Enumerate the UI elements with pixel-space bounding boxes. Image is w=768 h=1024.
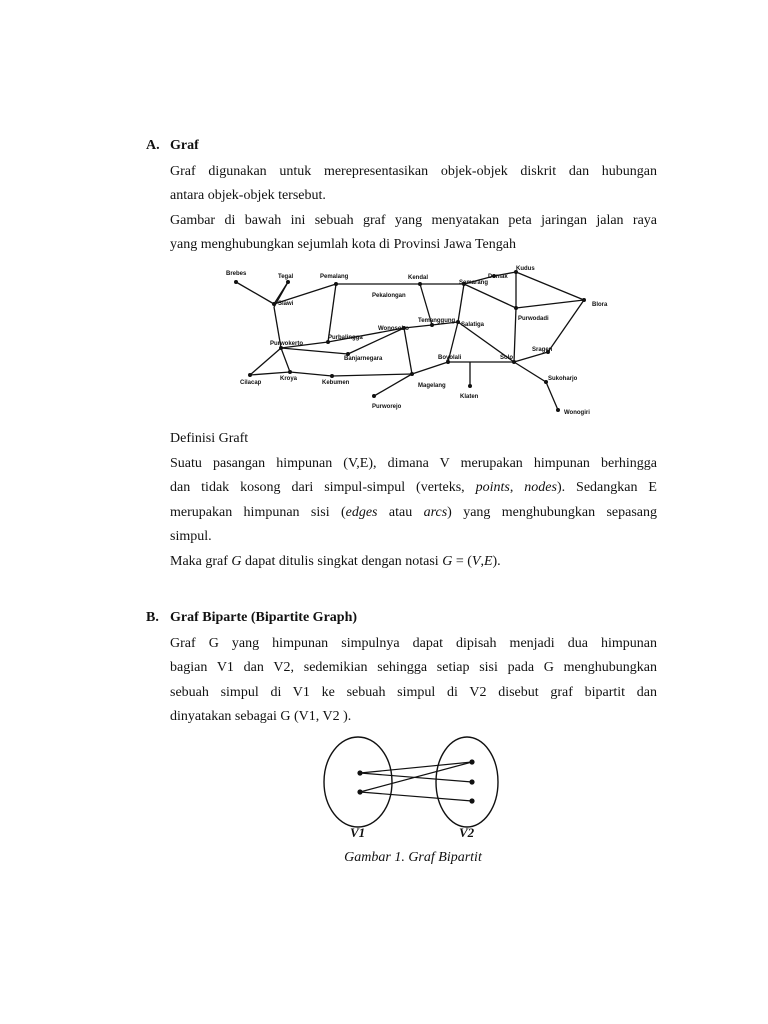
city-label: Sragen: [532, 347, 553, 353]
v1-set-ellipse: [324, 737, 392, 827]
definition-paragraph: [170, 452, 657, 550]
city-label: Brebes: [226, 271, 247, 277]
city-label: Pekalongan: [372, 293, 406, 299]
city-label: Wonosobo: [378, 326, 409, 332]
figure-caption: Gambar 1. Graf Bipartit: [344, 850, 482, 865]
city-label: Purbalingga: [328, 335, 363, 341]
city-label: Temanggung: [418, 318, 456, 324]
city-label: Blora: [592, 302, 608, 308]
section-b-title: Graf Biparte (Bipartite Graph): [170, 610, 358, 625]
section-a-paragraph-2: [170, 209, 657, 258]
city-label: Solo: [500, 355, 513, 361]
text-line: Gambar di bawah ini sebuah graf yang menyatakan peta jaringan jalan raya: [170, 213, 657, 228]
section-a-title: Graf: [170, 138, 199, 153]
text-line: simpul.: [170, 529, 212, 545]
city-label: Purwokerto: [270, 341, 304, 347]
city-label: Boyolali: [438, 355, 462, 361]
city-label: Wonogiri: [564, 410, 590, 416]
city-label: Slawi: [278, 301, 294, 307]
text-line: dan tidak kosong dari simpul-simpul (verteks, points, nodes). Sedangkan E: [170, 480, 657, 496]
text-line: Suatu pasangan himpunan (V,E), dimana V merupakan himpunan berhingga: [170, 456, 657, 471]
text-line: antara objek-objek tersebut.: [170, 188, 326, 204]
text-line: yang menghubungkan sejumlah kota di Provinsi Jawa Tengah: [170, 237, 516, 253]
section-b-paragraph: [170, 632, 657, 730]
city-label: Kroya: [280, 376, 298, 382]
bipartite-edges: [360, 762, 472, 801]
city-label: Kebumen: [322, 380, 350, 386]
text-line: Graf digunakan untuk merepresentasikan objek-objek diskrit dan hubungan: [170, 164, 657, 179]
city-label: Kudus: [516, 266, 535, 272]
text-line: sebuah simpul di V1 ke sebuah simpul di V2 disebut graf bipartit dan: [170, 684, 657, 700]
city-label: Banjarnegara: [344, 356, 383, 362]
term-points: points: [475, 480, 510, 496]
text-line: merupakan himpunan sisi (edges atau arcs) yang menghubungkan sepasang: [170, 504, 657, 520]
section-b-heading: [146, 610, 357, 626]
city-label: Salatiga: [461, 322, 485, 328]
city-label: Magelang: [418, 383, 446, 389]
road-network-graph-figure: [224, 262, 614, 420]
city-label: Sukoharjo: [548, 376, 578, 382]
term-arcs: arcs: [423, 504, 448, 520]
city-label: Purwodadi: [518, 316, 549, 322]
city-label: Purworejo: [372, 404, 402, 410]
city-label: Kendal: [408, 275, 429, 281]
v1-label: V1: [350, 825, 366, 840]
term-edges: edges: [345, 504, 378, 520]
section-a-letter: A.: [146, 138, 160, 153]
text-line: Graf G yang himpunan simpulnya dapat dipisah menjadi dua himpunan: [170, 636, 657, 651]
text-line: dinyatakan sebagai G (V1, V2 ).: [170, 709, 352, 725]
section-b-letter: B.: [146, 610, 159, 625]
definition-title: Definisi Graft: [170, 431, 249, 446]
term-nodes: nodes: [524, 480, 557, 496]
section-a-heading: [146, 138, 199, 154]
section-a-paragraph-1: [170, 160, 657, 209]
bipartite-graph-figure: [318, 735, 508, 845]
city-label: Pemalang: [320, 274, 349, 280]
city-label: Demak: [488, 274, 508, 280]
v2-label: V2: [459, 825, 475, 840]
city-label: Cilacap: [240, 380, 262, 386]
city-label: Semarang: [459, 280, 489, 286]
city-label: Klaten: [460, 394, 479, 400]
city-label: Tegal: [278, 274, 294, 280]
notation-line: Maka graf G dapat ditulis singkat dengan notasi G = (V,E).: [170, 554, 501, 569]
text-line: bagian V1 dan V2, sedemikian sehingga setiap sisi pada G menghubungkan: [170, 660, 657, 676]
